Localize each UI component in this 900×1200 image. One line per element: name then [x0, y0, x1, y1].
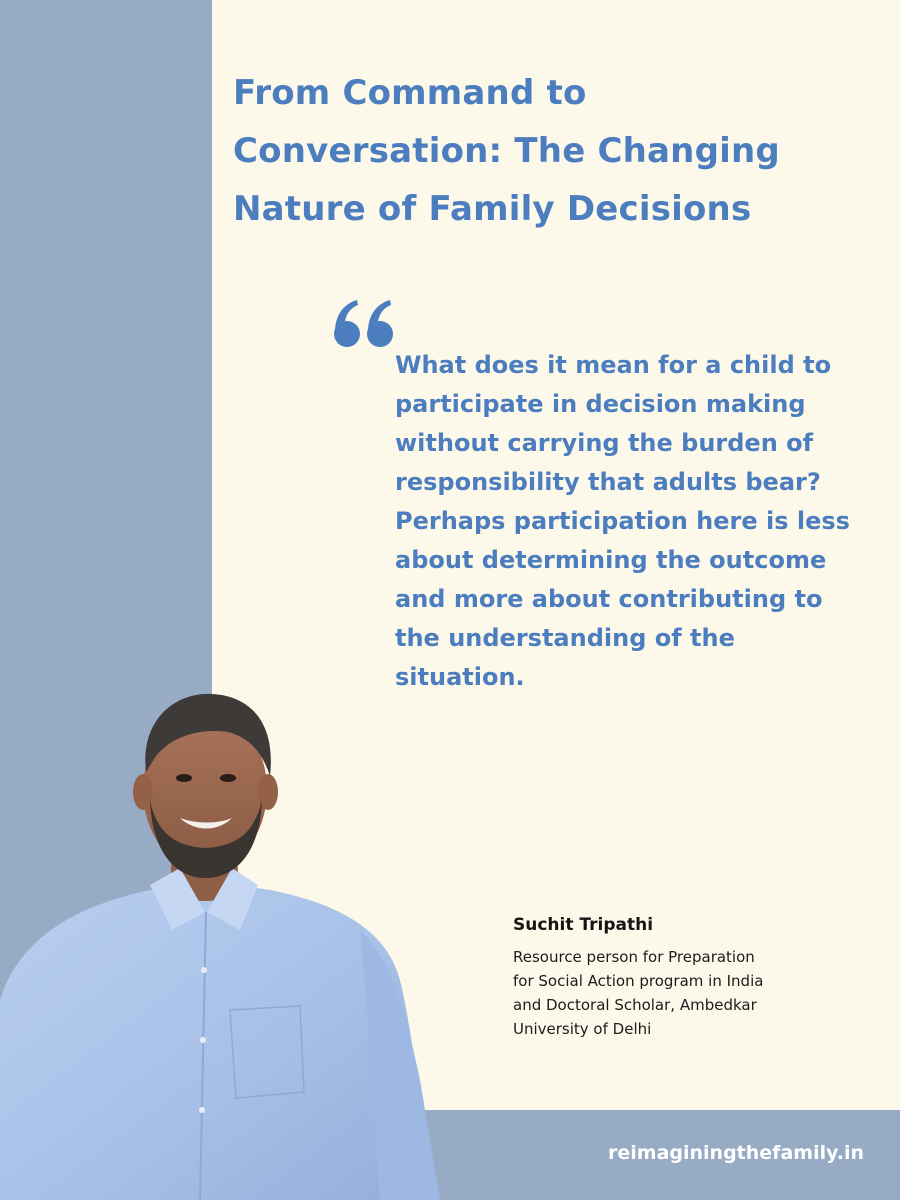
- headline-line: Nature of Family Decisions: [233, 189, 752, 229]
- author-portrait: [0, 680, 470, 1200]
- quote-line: responsibility that adults bear?: [395, 468, 821, 496]
- author-bio: [513, 945, 823, 1041]
- quote-line: the understanding of the: [395, 624, 735, 652]
- headline: [233, 64, 883, 238]
- quote-line: and more about contributing to: [395, 585, 823, 613]
- quote-line: What does it mean for a child to: [395, 351, 832, 379]
- headline-line: From Command to: [233, 73, 587, 113]
- quote-line: participate in decision making: [395, 390, 806, 418]
- quote-open-icon: [333, 298, 395, 348]
- pull-quote: [395, 346, 875, 697]
- quote-line: situation.: [395, 663, 525, 691]
- website-url: reimaginingthefamily.in: [608, 1142, 864, 1164]
- quote-line: about determining the outcome: [395, 546, 827, 574]
- author-name: Suchit Tripathi: [513, 915, 654, 935]
- author-bio-line: University of Delhi: [513, 1020, 652, 1038]
- quote-line: without carrying the burden of: [395, 429, 814, 457]
- headline-line: Conversation: The Changing: [233, 131, 780, 171]
- author-bio-line: Resource person for Preparation: [513, 948, 755, 966]
- author-bio-line: for Social Action program in India: [513, 972, 764, 990]
- quote-line: Perhaps participation here is less: [395, 507, 850, 535]
- author-bio-line: and Doctoral Scholar, Ambedkar: [513, 996, 757, 1014]
